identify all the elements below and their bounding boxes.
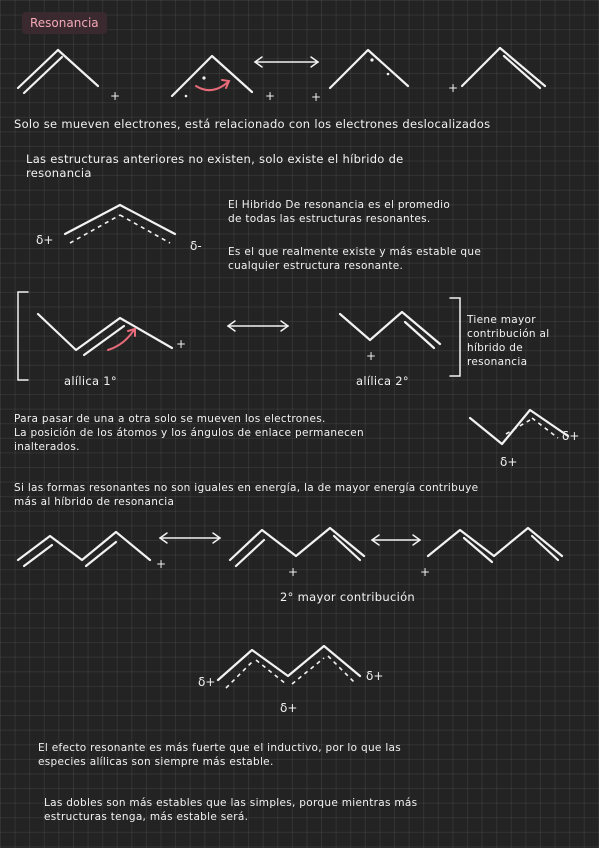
note-line: Las dobles son más estables que las simples, porque mientras más bbox=[44, 797, 418, 809]
note-line: Tiene mayor bbox=[467, 314, 536, 326]
resonance-hybrid-structure bbox=[36, 205, 202, 253]
pentadienyl-structure-3 bbox=[420, 528, 562, 579]
delta-plus-charge: δ+ bbox=[36, 233, 54, 247]
allyl-cation-arrow-structure bbox=[172, 56, 321, 104]
note-line: especies alílicas son siempre más estable. bbox=[38, 756, 274, 768]
resonance-arrow bbox=[255, 57, 318, 67]
delta-minus-charge: δ- bbox=[190, 239, 202, 253]
note-line: Es el que realmente existe y más estable que bbox=[228, 246, 482, 258]
note-line: El efecto resonante es más fuerte que el inductivo, por lo que las bbox=[38, 742, 402, 754]
allylic-secondary-structure bbox=[340, 312, 440, 363]
note-line: Solo se mueven electrones, está relacionado con los electrones deslocalizados bbox=[14, 117, 491, 131]
resonance-arrow-2 bbox=[228, 321, 288, 331]
delta-plus-charge: δ+ bbox=[366, 669, 384, 683]
note-line: estructuras tenga, más estable será. bbox=[44, 811, 249, 823]
resonance-arrow-4 bbox=[372, 535, 420, 545]
delta-plus-charge: δ+ bbox=[198, 675, 216, 689]
delta-plus-charge: δ+ bbox=[280, 701, 298, 715]
plus-charge: + bbox=[448, 81, 459, 95]
note-line: híbrido de bbox=[467, 342, 524, 354]
plus-charge: + bbox=[288, 565, 299, 579]
note-line: La posición de los átomos y los ángulos de enlace permanecen bbox=[14, 427, 364, 439]
plus-charge: + bbox=[110, 89, 121, 103]
bracket-right bbox=[450, 298, 460, 376]
note-line: cualquier estructura resonante. bbox=[228, 260, 404, 272]
delta-plus-charge: δ+ bbox=[500, 455, 518, 469]
note-line: Si las formas resonantes no son iguales en energía, la de mayor energía contribuye bbox=[14, 482, 479, 494]
pentadienyl-structure-1 bbox=[18, 532, 166, 571]
allylic-primary-structure bbox=[38, 314, 186, 355]
note-line: más al híbrido de resonancia bbox=[14, 496, 175, 508]
allyl-radical-structure bbox=[330, 50, 408, 88]
note-line: contribución al bbox=[467, 328, 550, 340]
plus-charge: + bbox=[311, 90, 322, 104]
plus-charge: + bbox=[176, 337, 187, 351]
pentadienyl-structure-2 bbox=[230, 528, 364, 579]
note-line: El Hibrido De resonancia es el promedio bbox=[228, 199, 451, 211]
caption-allylic-primary: alílica 1° bbox=[64, 374, 117, 388]
propene-cation-structure bbox=[448, 48, 545, 95]
note-line: Las estructuras anteriores no existen, solo existe el híbrido de bbox=[26, 152, 404, 166]
caption-allylic-secondary: alílica 2° bbox=[356, 374, 409, 388]
page-title: Resonancia bbox=[22, 12, 107, 34]
note-line: 2° mayor contribución bbox=[280, 590, 416, 604]
small-hybrid-structure bbox=[470, 410, 579, 469]
plus-charge: + bbox=[265, 89, 276, 103]
note-line: inalterados. bbox=[14, 441, 80, 453]
propene-structure bbox=[18, 50, 120, 103]
note-line: Para pasar de una a otra solo se mueven los electrones. bbox=[14, 413, 326, 425]
plus-charge: + bbox=[366, 349, 377, 363]
note-line: resonancia bbox=[26, 166, 92, 180]
bracket-left bbox=[18, 292, 28, 380]
note-line: de todas las estructuras resonantes. bbox=[228, 213, 431, 225]
note-line: resonancia bbox=[467, 356, 528, 368]
delta-plus-charge: δ+ bbox=[562, 429, 580, 443]
resonance-arrow-3 bbox=[160, 533, 220, 543]
plus-charge: + bbox=[420, 565, 431, 579]
plus-charge: + bbox=[156, 557, 167, 571]
pentadienyl-hybrid-structure bbox=[198, 646, 383, 715]
